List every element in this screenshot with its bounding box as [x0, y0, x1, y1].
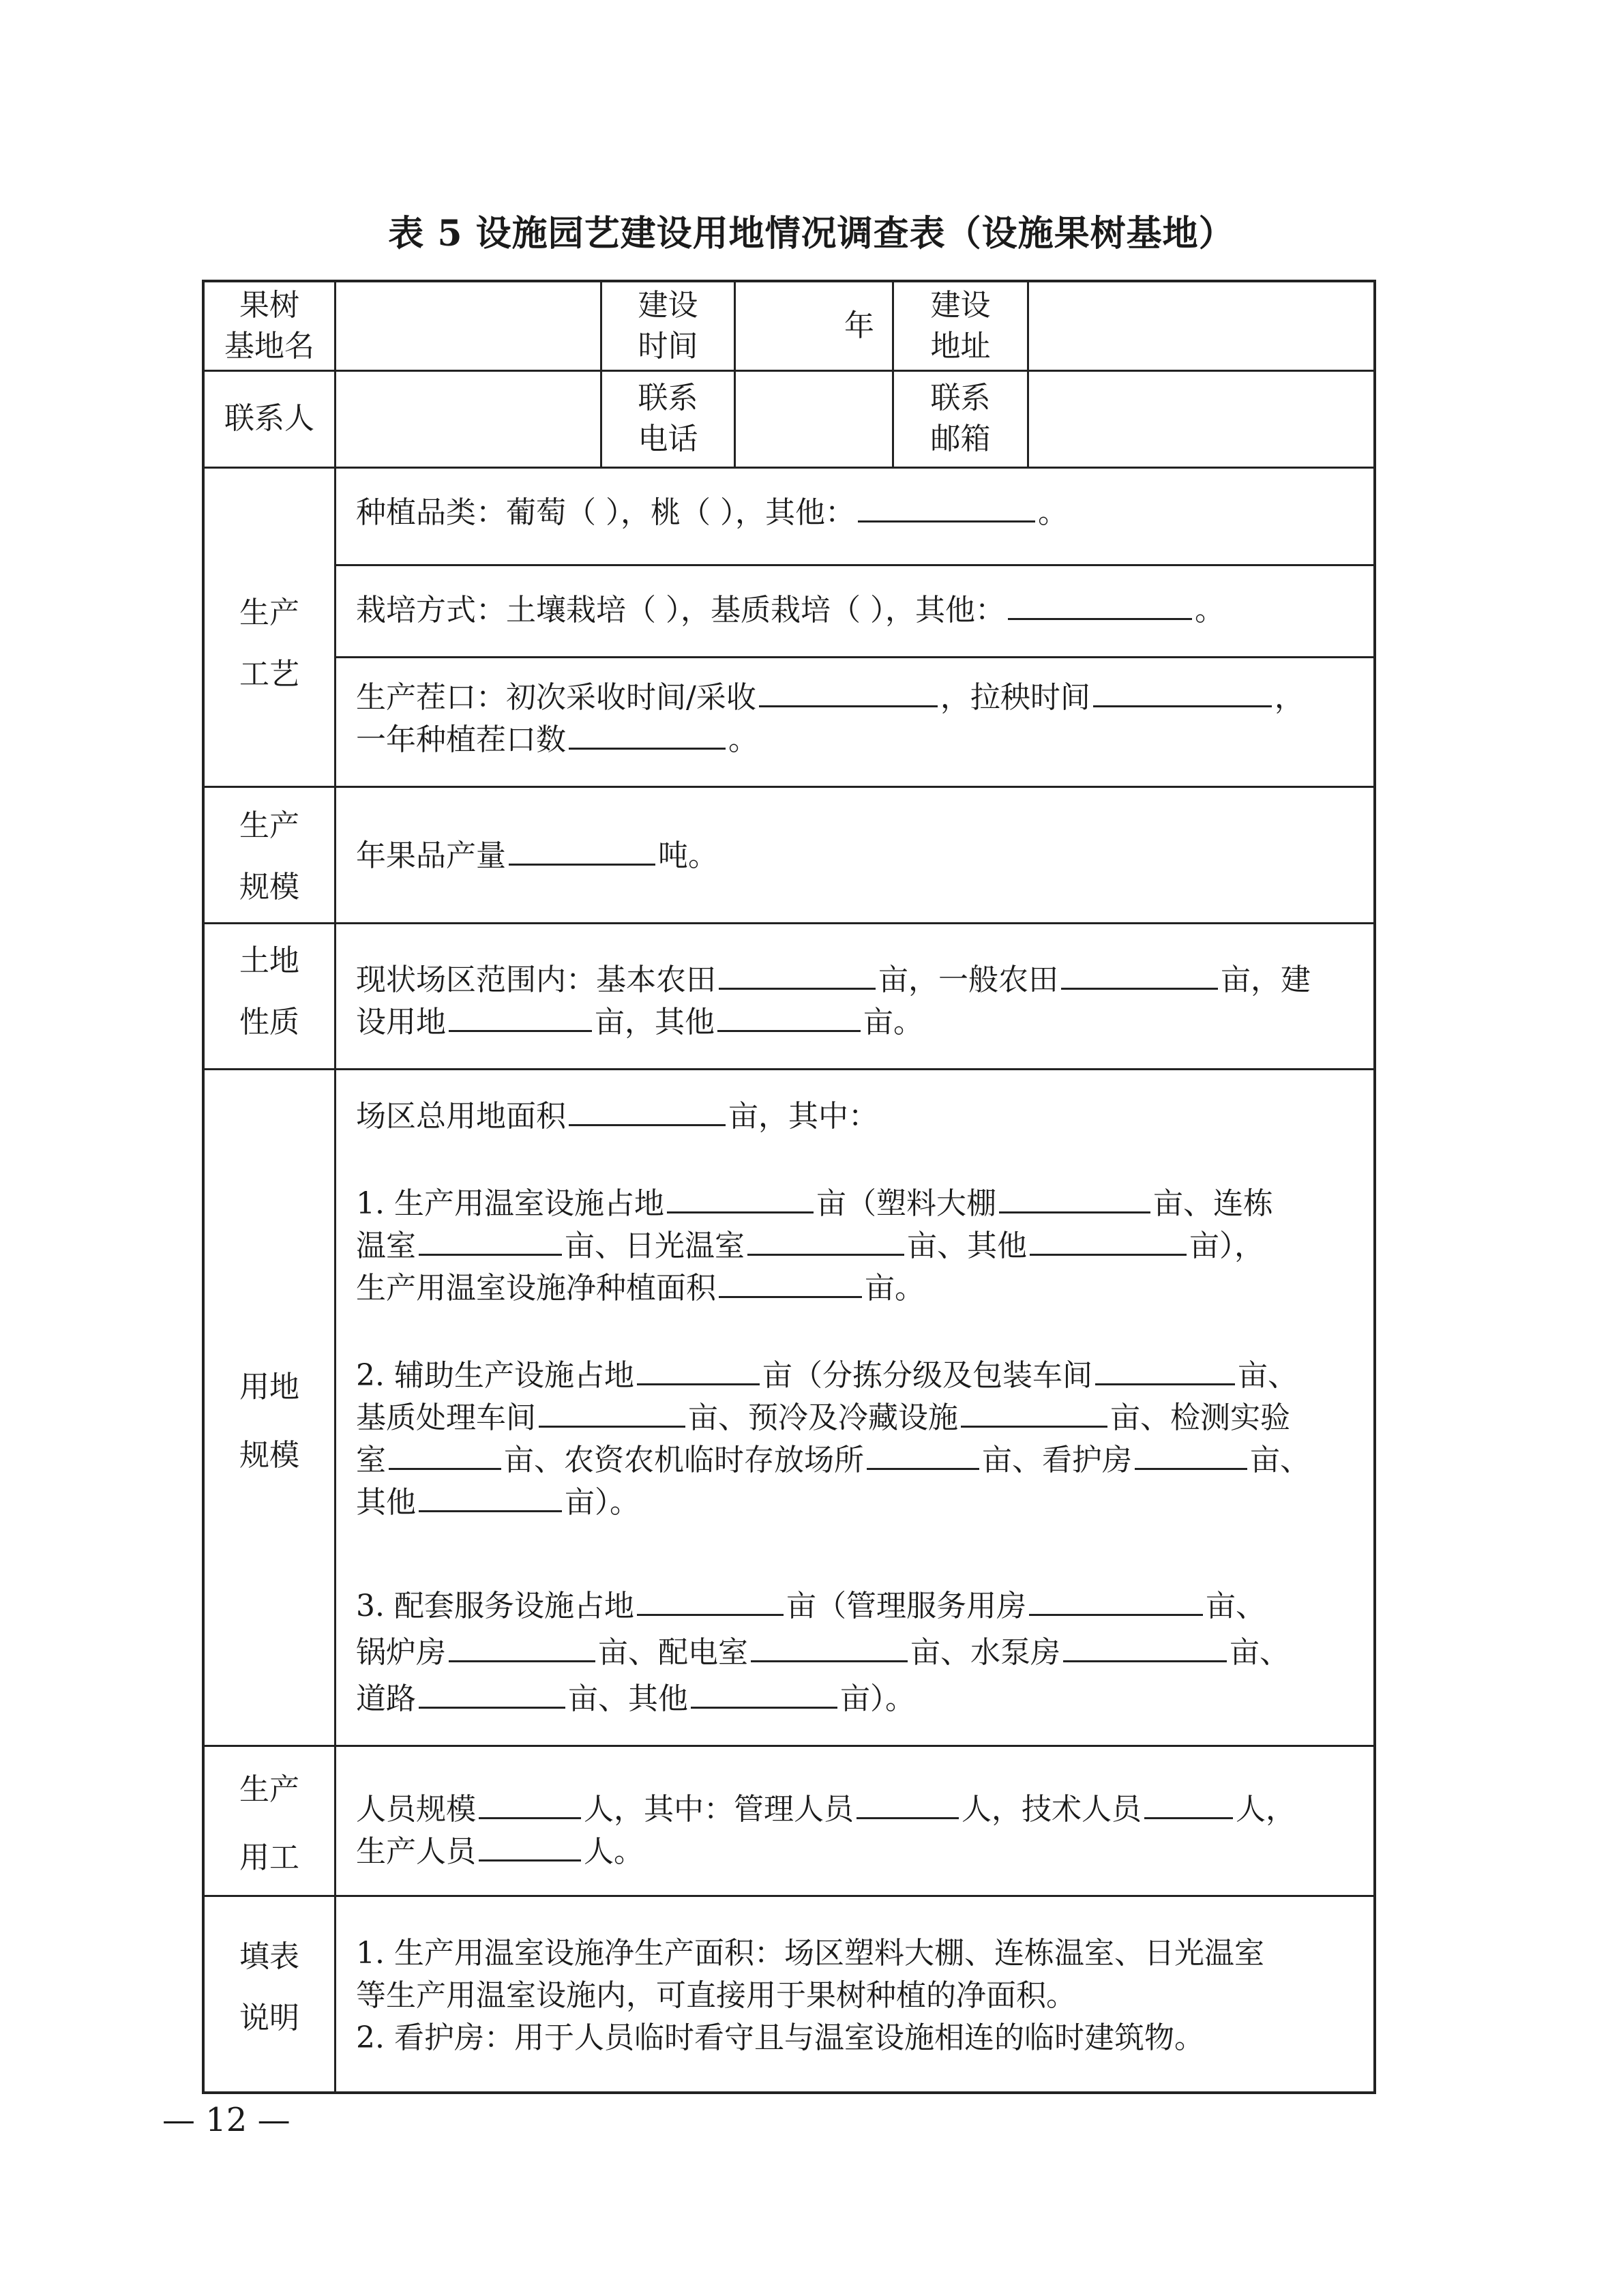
note-line-3: 2. 看护房：用于人员临时看守且与温室设施相连的临时建筑物。 — [356, 2020, 1204, 2055]
item3-line-3 — [356, 1677, 915, 1720]
usage-text: 亩、 — [1205, 1589, 1266, 1623]
note-line-2: 等生产用温室设施内，可直接用于果树种植的净面积。 — [356, 1978, 1076, 2013]
notes-label: 填表 说明 — [239, 1939, 299, 2035]
land-text: 设用地 — [356, 1005, 446, 1040]
contact-label: 联系人 — [224, 401, 314, 436]
item2-line-2 — [356, 1396, 1290, 1439]
phone-field[interactable] — [738, 378, 888, 460]
comma: ， — [1274, 680, 1305, 715]
item2-line-3 — [356, 1438, 1310, 1481]
boiler-room-blank[interactable] — [449, 1630, 595, 1662]
construction-land-blank[interactable] — [449, 1000, 592, 1032]
land-line-2 — [356, 1000, 923, 1043]
output-text: 年果品产量 — [356, 838, 506, 873]
storage-blank[interactable] — [867, 1438, 979, 1470]
build-address-label: 建设 地址 — [930, 288, 991, 364]
crop-type-text: 种植品类：葡萄（ ），桃（ ），其他： — [356, 495, 855, 530]
crop-other-blank[interactable] — [858, 490, 1035, 523]
item1-line-1 — [356, 1181, 1273, 1224]
cultivation-line — [356, 588, 1225, 631]
aux-other-blank[interactable] — [419, 1480, 562, 1512]
aux-facility-blank[interactable] — [637, 1353, 760, 1385]
output-line — [356, 834, 718, 877]
multi-span-blank[interactable] — [419, 1224, 562, 1256]
solar-greenhouse-blank[interactable] — [747, 1224, 904, 1256]
labor-label: 生产 用工 — [239, 1772, 299, 1875]
usage-text: 基质处理车间 — [356, 1400, 536, 1435]
period: 。 — [728, 722, 758, 757]
land-text: 亩，一般农田 — [878, 962, 1058, 997]
base-name-label: 果树 基地名 — [224, 288, 314, 364]
output-unit: 吨。 — [658, 838, 718, 873]
row-divider — [205, 786, 1373, 788]
col-divider — [334, 282, 336, 2091]
cultivation-text: 栽培方式：土壤栽培（ ），基质栽培（ ），其他： — [356, 593, 1005, 628]
guard-house-blank[interactable] — [1135, 1438, 1247, 1470]
labor-text: 人，技术人员 — [962, 1792, 1142, 1827]
substrate-workshop-blank[interactable] — [539, 1396, 685, 1428]
rotation-count-text: 一年种植茬口数 — [356, 722, 566, 757]
row-divider — [205, 1895, 1373, 1897]
uproot-time-blank[interactable] — [1093, 675, 1272, 707]
item1-line-3 — [356, 1266, 925, 1309]
road-blank[interactable] — [419, 1677, 565, 1709]
row-divider — [205, 467, 1373, 469]
pump-room-blank[interactable] — [1063, 1630, 1227, 1662]
other-land-blank[interactable] — [717, 1000, 861, 1032]
labor-line-1 — [356, 1787, 1296, 1830]
usage-text: 亩、 — [1250, 1443, 1310, 1477]
usage-text: 亩，其中： — [728, 1099, 878, 1134]
labor-line-2 — [356, 1829, 644, 1872]
build-time-label: 建设 时间 — [638, 288, 698, 364]
usage-text: 亩、检测实验 — [1110, 1400, 1290, 1435]
row-divider — [334, 656, 1373, 658]
rotation-count-blank[interactable] — [569, 718, 726, 750]
year-label: 年 — [844, 308, 874, 343]
manager-count-blank[interactable] — [857, 1787, 959, 1819]
labor-text: 人，其中：管理人员 — [584, 1792, 854, 1827]
land-line-1 — [356, 958, 1311, 1001]
usage-text: 室 — [356, 1443, 386, 1477]
process-label: 生产 工艺 — [239, 595, 299, 692]
contact-field[interactable] — [338, 378, 597, 460]
labor-text: 人， — [1236, 1792, 1296, 1827]
usage-text: 3. 配套服务设施占地 — [356, 1589, 634, 1623]
usage-text: 道路 — [356, 1681, 416, 1716]
usage-text: 锅炉房 — [356, 1635, 446, 1670]
crop-type-line — [356, 490, 1068, 533]
lab-blank[interactable] — [389, 1438, 501, 1470]
sorting-workshop-blank[interactable] — [1095, 1353, 1235, 1385]
total-area-blank[interactable] — [569, 1094, 726, 1126]
row-divider — [334, 564, 1373, 566]
col-divider — [734, 282, 736, 467]
usage-text: 生产用温室设施净种植面积 — [356, 1271, 716, 1306]
usage-text: 亩、预冷及冷藏设施 — [688, 1400, 958, 1435]
period: 。 — [1037, 495, 1068, 530]
usage-text: 其他 — [356, 1485, 416, 1520]
item3-line-2 — [356, 1630, 1290, 1673]
labor-text: 人员规模 — [356, 1792, 476, 1827]
item3-line-1 — [356, 1584, 1266, 1627]
rotation-text: ，拉秧时间 — [940, 680, 1090, 715]
email-field[interactable] — [1031, 378, 1365, 460]
admin-building-blank[interactable] — [1029, 1584, 1203, 1616]
usage-text: 亩（塑料大棚 — [816, 1186, 996, 1221]
email-label: 联系 邮箱 — [930, 381, 991, 456]
item2-line-1 — [356, 1353, 1298, 1396]
phone-label: 联系 电话 — [638, 381, 698, 456]
service-other-blank[interactable] — [691, 1677, 837, 1709]
period: 。 — [1194, 593, 1225, 628]
harvest-time-blank[interactable] — [759, 675, 938, 707]
labor-text: 生产人员 — [356, 1834, 476, 1869]
usage-text: 2. 辅助生产设施占地 — [356, 1358, 634, 1393]
usage-text: 亩、 — [1237, 1358, 1298, 1393]
power-room-blank[interactable] — [751, 1630, 908, 1662]
cold-storage-blank[interactable] — [961, 1396, 1107, 1428]
usage-text: 亩、其他 — [568, 1681, 688, 1716]
net-planting-blank[interactable] — [719, 1266, 862, 1298]
row-divider — [205, 922, 1373, 924]
rotation-line-1 — [356, 675, 1305, 718]
general-farmland-blank[interactable] — [1061, 958, 1218, 990]
land-text: 亩，其他 — [595, 1005, 715, 1040]
usage-text: 场区总用地面积 — [356, 1099, 566, 1134]
usage-text: 亩、 — [1230, 1635, 1290, 1670]
rotation-line-2 — [356, 718, 758, 761]
cultivation-other-blank[interactable] — [1008, 588, 1192, 620]
usage-text: 亩、农资农机临时存放场所 — [504, 1443, 864, 1477]
usage-label: 用地 规模 — [239, 1370, 299, 1473]
technician-count-blank[interactable] — [1144, 1787, 1233, 1819]
base-name-field[interactable] — [338, 289, 597, 364]
form-title: 表 5 设施园艺建设用地情况调查表（设施果树基地） — [388, 213, 1235, 254]
plastic-shed-blank[interactable] — [999, 1181, 1150, 1213]
usage-text: 亩。 — [865, 1271, 925, 1306]
row-divider — [205, 370, 1373, 372]
usage-text: 亩、连栋 — [1152, 1186, 1273, 1221]
row-divider — [205, 1745, 1373, 1747]
usage-text: 亩）。 — [565, 1485, 640, 1520]
survey-table — [202, 280, 1376, 2094]
basic-farmland-blank[interactable] — [719, 958, 876, 990]
scale-label: 生产 规模 — [239, 808, 299, 904]
usage-text: 亩）。 — [840, 1681, 915, 1716]
row-divider — [205, 1068, 1373, 1070]
total-area-line — [356, 1094, 878, 1137]
other-greenhouse-blank[interactable] — [1030, 1224, 1187, 1256]
col-divider — [1027, 282, 1029, 467]
usage-text: 1. 生产用温室设施占地 — [356, 1186, 664, 1221]
usage-text: 亩、日光温室 — [565, 1228, 745, 1263]
staff-total-blank[interactable] — [479, 1787, 581, 1819]
usage-text: 亩（管理服务用房 — [786, 1589, 1026, 1623]
note-line-1: 1. 生产用温室设施净生产面积：场区塑料大棚、连栋温室、日光温室 — [356, 1936, 1264, 1971]
labor-text: 人。 — [584, 1834, 644, 1869]
land-text: 亩，建 — [1221, 962, 1311, 997]
item1-line-2 — [356, 1224, 1264, 1267]
usage-text: 亩（分拣分级及包装车间 — [762, 1358, 1092, 1393]
output-blank[interactable] — [509, 834, 655, 866]
build-address-field[interactable] — [1031, 289, 1365, 364]
rotation-text: 生产茬口：初次采收时间/采收 — [356, 680, 756, 715]
usage-text: 亩、其他 — [907, 1228, 1027, 1263]
land-text: 现状场区范围内：基本农田 — [356, 962, 716, 997]
usage-text: 亩、配电室 — [598, 1635, 748, 1670]
land-text: 亩。 — [863, 1005, 923, 1040]
usage-text: 亩）， — [1189, 1228, 1264, 1263]
service-facility-blank[interactable] — [637, 1584, 784, 1616]
usage-text: 亩、看护房 — [982, 1443, 1132, 1477]
land-label: 土地 性质 — [239, 943, 299, 1040]
page-number: — 12 — — [162, 2101, 291, 2139]
item2-line-4 — [356, 1480, 640, 1523]
usage-text: 温室 — [356, 1228, 416, 1263]
usage-text: 亩、水泵房 — [910, 1635, 1060, 1670]
worker-count-blank[interactable] — [479, 1829, 581, 1861]
greenhouse-area-blank[interactable] — [667, 1181, 814, 1213]
